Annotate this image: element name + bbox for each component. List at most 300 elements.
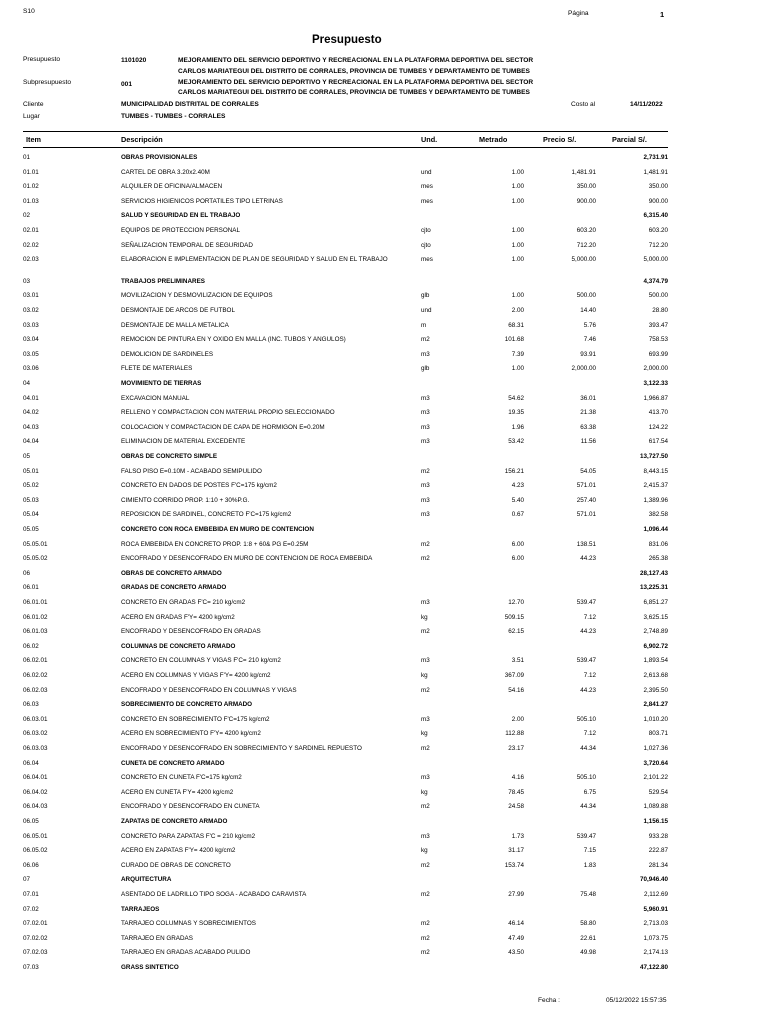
cell-par: 500.00 (648, 292, 668, 300)
table-section-row (0, 211, 768, 222)
table-row (0, 802, 768, 813)
table-row (0, 197, 768, 208)
cell-und: m3 (421, 482, 430, 490)
cell-met: 156.21 (504, 467, 524, 475)
cell-met: 1.00 (511, 183, 524, 191)
cell-met: 5.40 (511, 496, 524, 504)
table-row (0, 671, 768, 682)
table-row (0, 394, 768, 405)
cell-und: m3 (421, 657, 430, 665)
presupuesto-label: Presupuesto (23, 56, 61, 63)
table-row (0, 510, 768, 521)
cell-pre: 54.05 (580, 467, 596, 475)
cell-met: 4.16 (511, 774, 524, 782)
cell-und: m (421, 321, 427, 329)
cell-met: 23.17 (508, 745, 524, 752)
table-row (0, 656, 768, 667)
cell-pre: 5,000.00 (571, 256, 596, 264)
cell-item: 01.01 (23, 168, 39, 176)
presupuesto-desc-line1: MEJORAMIENTO DEL SERVICIO DEPORTIVO Y RECREACIONAL EN LA PLATAFORMA DEPORTIVA DEL SECTOR (178, 57, 534, 64)
cell-par: 2,713.03 (643, 920, 668, 928)
cell-und: m3 (421, 423, 430, 431)
table-row (0, 788, 768, 799)
cell-par: 1,481.91 (643, 168, 668, 176)
cell-item: 04.03 (23, 423, 39, 431)
cell-item: 05.03 (23, 496, 39, 504)
table-row (0, 364, 768, 375)
table-section-row (0, 452, 768, 463)
cell-desc: ENCOFRADO Y DESENCOFRADO EN SOBRECIMIENTO Y SARDINEL REPUESTO (121, 745, 362, 752)
cell-und: cjto (421, 227, 431, 234)
table-row (0, 182, 768, 193)
cell-desc: COLUMNAS DE CONCRETO ARMADO (121, 642, 236, 650)
cell-pre: 7.12 (583, 613, 596, 621)
cell-pre: 36.01 (580, 394, 596, 402)
table-row (0, 408, 768, 419)
cell-desc: ENCOFRADO Y DESENCOFRADO EN MURO DE CONTENCION DE ROCA EMBEBIDA (121, 555, 373, 563)
cell-par: 124.22 (648, 423, 668, 431)
fecha-label: Fecha : (538, 997, 560, 1004)
table-row (0, 832, 768, 843)
table-section-row (0, 905, 768, 916)
page-label: Página (568, 10, 589, 17)
cell-par: 70,946.40 (639, 876, 668, 884)
cell-pre: 44.23 (580, 686, 596, 694)
cell-met: 1.00 (511, 292, 524, 300)
cell-desc: ROCA EMBEBIDA EN CONCRETO PROP. 1:8 + 60& PG E=0.25M (121, 540, 309, 548)
cell-desc: ENCOFRADO Y DESENCOFRADO EN CUNETA (121, 803, 260, 811)
cell-par: 3,625.15 (643, 613, 668, 621)
cell-und: mes (421, 183, 433, 191)
cell-und: glb (421, 292, 430, 300)
cell-met: 54.16 (508, 686, 524, 694)
cell-und: m3 (421, 394, 430, 402)
table-row (0, 686, 768, 697)
cell-item: 06.03.02 (23, 730, 48, 738)
cell-und: m2 (421, 891, 430, 898)
cell-par: 4,374.79 (643, 277, 668, 285)
cell-desc: CURADO DE OBRAS DE CONCRETO (121, 861, 231, 869)
cell-item: 06.03 (23, 701, 39, 709)
cell-pre: 138.51 (576, 540, 596, 548)
cell-pre: 44.23 (580, 628, 596, 636)
cell-item: 03.02 (23, 307, 39, 314)
cell-pre: 500.00 (576, 292, 596, 300)
cell-desc: DEMOLICION DE SARDINELES (121, 350, 214, 358)
cell-par: 529.54 (648, 788, 668, 796)
cell-item: 03.04 (23, 336, 39, 344)
cell-pre: 571.01 (576, 482, 596, 490)
cell-pre: 11.56 (580, 438, 596, 446)
cell-par: 28.80 (652, 307, 668, 314)
cell-par: 382.58 (648, 511, 668, 519)
cell-und: m3 (421, 774, 430, 782)
cell-und: m3 (421, 350, 430, 358)
cell-met: 0.67 (511, 511, 524, 519)
cell-par: 265.38 (648, 555, 668, 563)
cell-met: 12.70 (508, 599, 524, 606)
table-section-row (0, 817, 768, 828)
cell-desc: TARRAJEO COLUMNAS Y SOBRECIMIENTOS (121, 920, 256, 928)
cell-item: 01.02 (23, 183, 39, 191)
cell-und: kg (421, 672, 428, 679)
cell-pre: 712.20 (576, 241, 596, 249)
cell-und: m3 (421, 438, 430, 446)
cell-pre: 505.10 (576, 715, 596, 723)
table-row (0, 744, 768, 755)
cell-pre: 7.12 (583, 730, 596, 738)
cell-pre: 5.76 (583, 321, 596, 329)
cell-desc: CONCRETO CON ROCA EMBEBIDA EN MURO DE CONTENCION (121, 526, 314, 533)
cell-desc: ELABORACION E IMPLEMENTACION DE PLAN DE SEGURIDAD Y SALUD EN EL TRABAJO (121, 256, 388, 264)
cell-met: 27.99 (508, 891, 524, 898)
cell-item: 06.01 (23, 584, 39, 592)
table-row (0, 890, 768, 901)
cell-pre: 93.91 (580, 350, 596, 358)
cell-desc: ZAPATAS DE CONCRETO ARMADO (121, 818, 228, 825)
cell-met: 509.15 (504, 613, 524, 621)
cell-par: 2,174.13 (643, 949, 668, 957)
cell-par: 1,389.96 (643, 496, 668, 504)
cell-desc: REPOSICION DE SARDINEL, CONCRETO F'C=175 kg/cm2 (121, 511, 292, 519)
cell-item: 05.05 (23, 526, 39, 533)
cell-met: 1.00 (511, 241, 524, 249)
cell-item: 04 (23, 380, 31, 387)
cell-und: m2 (421, 555, 430, 563)
cell-item: 06.06 (23, 861, 39, 869)
cell-pre: 505.10 (576, 774, 596, 782)
cell-pre: 7.46 (583, 336, 596, 344)
cell-desc: TRABAJOS PRELIMINARES (121, 277, 205, 285)
cell-desc: REMOCION DE PINTURA EN Y OXIDO EN MALLA (INC. TUBOS Y ANGULOS) (121, 336, 346, 344)
cell-pre: 539.47 (576, 657, 596, 665)
table-section-row (0, 525, 768, 536)
cell-met: 54.62 (508, 394, 524, 402)
cell-met: 2.00 (511, 307, 524, 314)
cell-desc: CONCRETO EN COLUMNAS Y VIGAS F'C= 210 kg/cm2 (121, 657, 281, 665)
cell-par: 2,112.69 (643, 891, 668, 898)
table-section-row (0, 583, 768, 594)
cell-item: 01.03 (23, 197, 39, 205)
table-row (0, 423, 768, 434)
cell-desc: ASENTADO DE LADRILLO TIPO SOGA - ACABADO CARAVISTA (121, 891, 307, 898)
cell-par: 2,415.37 (643, 482, 668, 490)
software-code: S10 (23, 8, 35, 15)
table-section-row (0, 277, 768, 288)
cell-par: 2,841.27 (643, 701, 668, 709)
page-title: Presupuesto (312, 34, 382, 46)
cell-item: 07.02.03 (23, 949, 48, 957)
table-row (0, 350, 768, 361)
cell-item: 04.04 (23, 438, 39, 446)
cell-met: 1.00 (511, 365, 524, 373)
cell-par: 393.47 (648, 321, 668, 329)
cell-item: 01 (23, 154, 31, 161)
cell-met: 1.96 (511, 423, 524, 431)
cell-item: 05.01 (23, 467, 39, 475)
cell-item: 06.04.02 (23, 788, 48, 796)
cell-pre: 44.23 (580, 555, 596, 563)
cell-par: 617.54 (648, 438, 668, 446)
cell-met: 2.00 (511, 715, 524, 723)
cell-desc: CONCRETO PARA ZAPATAS F'C = 210 kg/cm2 (121, 832, 256, 840)
cell-met: 1.73 (511, 832, 524, 840)
cell-par: 1,010.20 (643, 715, 668, 723)
cell-met: 7.39 (511, 350, 524, 358)
table-row (0, 934, 768, 945)
cell-item: 06.02.03 (23, 686, 48, 694)
cell-desc: ACERO EN SOBRECIMIENTO F'Y= 4200 kg/cm2 (121, 730, 261, 738)
cell-item: 03.03 (23, 321, 39, 329)
cell-met: 31.17 (508, 847, 524, 855)
cell-desc: GRASS SINTETICO (121, 964, 179, 971)
cell-item: 07.02 (23, 905, 39, 913)
cell-item: 03.05 (23, 350, 39, 358)
cell-pre: 21.38 (580, 409, 596, 417)
table-row (0, 773, 768, 784)
cell-pre: 1,481.91 (571, 168, 596, 176)
cell-par: 5,000.00 (643, 256, 668, 264)
cell-desc: CONCRETO EN CUNETA F'C=175 kg/cm2 (121, 774, 242, 782)
cell-item: 06.02.02 (23, 672, 48, 679)
cell-item: 04.02 (23, 409, 39, 417)
table-section-row (0, 153, 768, 164)
cell-und: m2 (421, 934, 430, 942)
cell-desc: CONCRETO EN GRADAS F'C= 210 kg/cm2 (121, 599, 246, 606)
cell-item: 06.04 (23, 759, 39, 767)
table-row (0, 540, 768, 551)
cell-met: 1.00 (511, 197, 524, 205)
cell-item: 02.03 (23, 256, 39, 264)
table-row (0, 168, 768, 179)
col-item: Item (26, 135, 42, 144)
table-section-row (0, 700, 768, 711)
cell-desc: COLOCACION Y COMPACTACION DE CAPA DE HORMIGON E=0.20M (121, 423, 325, 431)
cell-und: kg (421, 847, 428, 855)
table-section-row (0, 642, 768, 653)
cell-par: 8,443.15 (643, 467, 668, 475)
cell-par: 413.70 (648, 409, 668, 417)
presupuesto-desc-line2: CARLOS MARIATEGUI DEL DISTRITO DE CORRALES, PROVINCIA DE TUMBES Y DEPARTAMENTO DE TUMBES (178, 68, 530, 75)
cell-item: 04.01 (23, 394, 39, 402)
cell-met: 4.23 (511, 482, 524, 490)
cell-met: 1.00 (511, 256, 524, 264)
cell-par: 831.06 (648, 540, 668, 548)
cell-met: 47.49 (508, 934, 524, 942)
cell-met: 367.09 (504, 672, 524, 679)
cell-item: 06.05.02 (23, 847, 48, 855)
cell-met: 78.45 (508, 788, 524, 796)
cell-desc: EQUIPOS DE PROTECCION PERSONAL (121, 227, 240, 234)
cell-par: 712.20 (648, 241, 668, 249)
cell-und: und (421, 168, 432, 176)
cell-par: 281.34 (648, 861, 668, 869)
cell-desc: ELIMINACION DE MATERIAL EXCEDENTE (121, 438, 246, 446)
table-row (0, 335, 768, 346)
cell-item: 06.01.03 (23, 628, 48, 636)
cell-item: 02.01 (23, 227, 39, 234)
cell-par: 1,027.36 (643, 745, 668, 752)
cell-desc: SERVICIOS HIGIENICOS PORTATILES TIPO LETRINAS (121, 197, 283, 205)
cell-item: 05.05.02 (23, 555, 48, 563)
cell-item: 03 (23, 277, 31, 285)
cell-par: 2,101.22 (643, 774, 668, 782)
cell-desc: EXCAVACION MANUAL (121, 394, 190, 402)
cell-par: 3,122.33 (643, 380, 668, 387)
cell-desc: OBRAS PROVISIONALES (121, 154, 198, 161)
cell-par: 2,748.89 (643, 628, 668, 636)
cell-pre: 58.80 (580, 920, 596, 928)
cell-desc: ALQUILER DE OFICINA/ALMACEN (121, 183, 223, 191)
table-row (0, 919, 768, 930)
cell-desc: TARRAJEO EN GRADAS (121, 934, 193, 942)
cell-desc: MOVIMIENTO DE TIERRAS (121, 380, 202, 387)
cell-und: kg (421, 730, 428, 738)
cell-par: 1,156.15 (643, 818, 668, 825)
cell-met: 101.68 (504, 336, 524, 344)
cell-item: 06.03.01 (23, 715, 48, 723)
cell-desc: ACERO EN CUNETA F'Y= 4200 kg/cm2 (121, 788, 234, 796)
cell-item: 03.06 (23, 365, 39, 373)
cell-par: 6,315.40 (643, 212, 668, 220)
table-row (0, 846, 768, 857)
col-precio: Precio S/. (543, 135, 577, 144)
cell-item: 06.04.01 (23, 774, 48, 782)
table-row (0, 598, 768, 609)
cell-pre: 22.61 (580, 934, 596, 942)
cell-par: 933.28 (648, 832, 668, 840)
table-row (0, 481, 768, 492)
cell-par: 13,727.50 (639, 453, 668, 460)
cell-pre: 14.40 (580, 307, 596, 314)
table-row (0, 291, 768, 302)
cell-desc: CONCRETO EN SOBRECIMIENTO F'C=175 kg/cm2 (121, 715, 270, 723)
cell-pre: 2,000.00 (571, 365, 596, 373)
cell-met: 6.00 (511, 540, 524, 548)
table-row (0, 437, 768, 448)
fecha-value: 05/12/2022 15:57:35 (606, 997, 667, 1004)
subpresupuesto-code: 001 (121, 81, 133, 88)
cell-desc: DESMONTAJE DE ARCOS DE FUTBOL (121, 307, 235, 314)
cell-par: 28,127.43 (639, 569, 668, 577)
cell-par: 758.53 (648, 336, 668, 344)
col-und: Und. (421, 135, 438, 144)
cell-und: m2 (421, 467, 430, 475)
cell-und: m3 (421, 715, 430, 723)
cell-und: m2 (421, 745, 430, 752)
table-row (0, 948, 768, 959)
cell-item: 03.01 (23, 292, 39, 300)
cell-par: 47,122.80 (639, 964, 668, 971)
cell-pre: 900.00 (576, 197, 596, 205)
cell-met: 43.50 (508, 949, 524, 957)
cell-par: 900.00 (648, 197, 668, 205)
cell-und: kg (421, 613, 428, 621)
cell-desc: GRADAS DE CONCRETO ARMADO (121, 584, 227, 592)
cell-par: 803.71 (648, 730, 668, 738)
cell-desc: OBRAS DE CONCRETO SIMPLE (121, 453, 218, 460)
cell-und: m2 (421, 628, 430, 636)
table-row (0, 554, 768, 565)
cell-par: 5,960.91 (643, 905, 668, 913)
cell-und: kg (421, 788, 428, 796)
col-descripcion: Descripción (121, 135, 163, 144)
cell-pre: 7.12 (583, 672, 596, 679)
cell-desc: ACERO EN GRADAS F'Y= 4200 kg/cm2 (121, 613, 235, 621)
table-row (0, 729, 768, 740)
cell-desc: SALUD Y SEGURIDAD EN EL TRABAJO (121, 212, 241, 220)
cell-pre: 44.34 (580, 745, 596, 752)
cell-und: m2 (421, 949, 430, 957)
cell-item: 06.01.01 (23, 599, 48, 606)
cell-pre: 257.40 (576, 496, 596, 504)
cell-met: 19.35 (508, 409, 524, 417)
table-section-row (0, 759, 768, 770)
cell-desc: SOBRECIMIENTO DE CONCRETO ARMADO (121, 701, 253, 709)
cell-desc: RELLENO Y COMPACTACION CON MATERIAL PROPIO SELECCIONADO (121, 409, 335, 417)
cell-met: 1.00 (511, 227, 524, 234)
cell-und: m3 (421, 511, 430, 519)
cell-desc: ARQUITECTURA (121, 876, 172, 884)
lugar-label: Lugar (23, 113, 40, 120)
cell-und: mes (421, 256, 433, 264)
cell-par: 3,720.64 (643, 759, 668, 767)
cell-item: 06.02.01 (23, 657, 48, 665)
cell-met: 62.15 (508, 628, 524, 636)
cell-item: 02 (23, 212, 31, 220)
cell-item: 06 (23, 569, 31, 577)
cliente-value: MUNICIPALIDAD DISTRITAL DE CORRALES (121, 101, 259, 108)
cell-pre: 350.00 (576, 183, 596, 191)
cell-par: 1,966.87 (643, 394, 668, 402)
cell-item: 06.04.03 (23, 803, 48, 811)
cell-item: 07.01 (23, 891, 39, 898)
cell-und: m2 (421, 540, 430, 548)
cell-met: 112.88 (505, 730, 524, 738)
cell-desc: FALSO PISO E=0.10M - ACABADO SEMIPULIDO (121, 467, 262, 475)
cell-met: 46.14 (508, 920, 524, 928)
table-section-row (0, 875, 768, 886)
cell-pre: 63.38 (580, 423, 596, 431)
table-row (0, 496, 768, 507)
cell-pre: 571.01 (576, 511, 596, 519)
cell-item: 06.01.02 (23, 613, 48, 621)
cell-pre: 6.75 (583, 788, 596, 796)
cell-par: 2,731.91 (643, 154, 668, 161)
table-row (0, 715, 768, 726)
col-parcial: Parcial S/. (612, 135, 647, 144)
cell-pre: 1.83 (583, 861, 596, 869)
cell-par: 1,073.75 (643, 934, 668, 942)
cell-item: 06.05 (23, 818, 39, 825)
table-section-row (0, 569, 768, 580)
cell-und: m3 (421, 496, 430, 504)
cell-desc: OBRAS DE CONCRETO ARMADO (121, 569, 222, 577)
cell-und: cjto (421, 241, 431, 249)
cell-par: 13,225.31 (639, 584, 668, 592)
cell-met: 6.00 (511, 555, 524, 563)
cell-met: 68.31 (508, 321, 524, 329)
cell-und: glb (421, 365, 430, 373)
cell-par: 603.20 (648, 227, 668, 234)
cell-met: 24.58 (508, 803, 524, 811)
cell-und: m3 (421, 409, 430, 417)
table-row (0, 613, 768, 624)
table-row (0, 241, 768, 252)
cell-desc: CIMIENTO CORRIDO PROP. 1:10 + 30%P.G. (121, 496, 250, 504)
table-row (0, 226, 768, 237)
cell-desc: TARRAJEO EN GRADAS ACABADO PULIDO (121, 949, 251, 957)
